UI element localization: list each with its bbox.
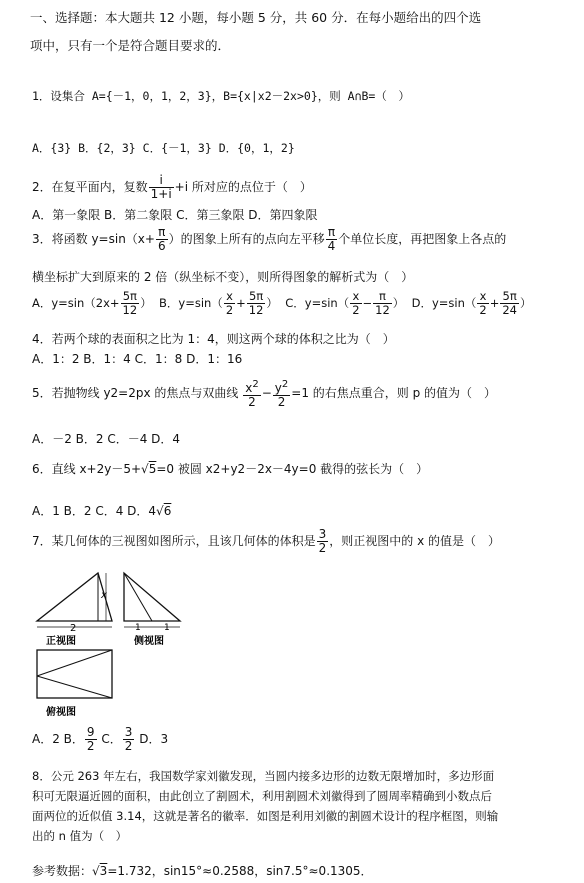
side-dim-1b: 1	[164, 623, 170, 633]
ref-sqrt3: 3	[99, 864, 108, 878]
q7-opt-b-num: 9	[86, 725, 95, 739]
q7-opt-c-den: 2	[124, 739, 133, 753]
question-5-options: A．－2 B．2 C．－4 D．4	[32, 432, 181, 446]
q5-x-den: 2	[248, 395, 256, 409]
q7-post: ，则正视图中的 x 的值是（ ）	[329, 534, 501, 548]
q7-opt-d: D．3	[139, 732, 169, 746]
q3-opt-a-post: ）	[140, 296, 152, 310]
q3-opt-d-num: 5π	[500, 290, 519, 304]
q3-opt-d-post: ）	[520, 296, 532, 310]
q6-pre: 6．直线 x+2y－5+	[32, 462, 142, 476]
q3-opt-d: D．y=sin（	[411, 296, 477, 310]
q3-pre: 3．将函数 y=sin（x+	[32, 232, 155, 246]
q5-y: y	[274, 381, 282, 395]
q5-y-sup: 2	[281, 379, 289, 390]
q3-opt-a-frac	[121, 290, 140, 317]
q6-options-pre: A．1 B．2 C．4 D．4	[32, 504, 157, 518]
q7-pre: 7．某几何体的三视图如图所示，且该几何体的体积是	[32, 534, 316, 548]
q3-opt-c-num: π	[373, 290, 392, 304]
q5-x2	[243, 378, 260, 396]
q3-frac-pi6	[156, 226, 168, 253]
q3-four-den: 4	[327, 239, 336, 253]
q5-pre: 5．若抛物线 y2=2px 的焦点与双曲线	[32, 386, 239, 400]
q3-frac-pi4	[326, 226, 338, 253]
q3-opt-b-x: x	[224, 290, 235, 304]
q3-opt-d-den: 24	[502, 303, 517, 317]
q3-pi-num: π	[156, 226, 168, 240]
q7-vol-den: 2	[318, 541, 327, 555]
question-6: 6．直线 x+2y－5+√5=0 被圆 x2+y2－2x－4y=0 截得的弦长为（ ）	[32, 462, 429, 476]
front-view-label: 正视图	[46, 636, 76, 647]
q2-fraction	[149, 174, 174, 201]
q7-opt-b-frac	[85, 726, 97, 753]
q3-opt-b-num: 5π	[247, 290, 266, 304]
question-5: 5．若抛物线 y2=2px 的焦点与双曲线 $\frac{x^2}{2}$ − $\frac{y^2}{2}$ =1 的右焦点重合，则 p 的值为（ ）	[32, 379, 497, 409]
q5-y-den: 2	[277, 395, 286, 409]
q2-frac-den: 1+i	[150, 187, 172, 201]
q5-y2	[273, 378, 290, 396]
q3-opt-b-post: ）	[266, 296, 278, 310]
section-heading-cont: 项中，只有一个是符合题目要求的．	[30, 38, 231, 53]
q3-opt-d-2: 2	[479, 303, 487, 317]
question-8-line2: 积可无限逼近圆的面积，由此创立了割圆术，利用割圆术刘徽得到了圆周率精确到小数点后	[32, 789, 492, 803]
side-view-label: 侧视图	[134, 636, 164, 647]
q3-six-den: 6	[157, 239, 166, 253]
question-3-line2: 横坐标扩大到原来的 2 倍（纵坐标不变），则所得图象的解析式为（ ）	[32, 270, 414, 284]
q3-post: 个单位长度，再把图象上各点的	[338, 232, 507, 246]
q7-vol-frac	[317, 528, 329, 555]
q3-opt-c-den: 12	[375, 303, 390, 317]
question-3	[32, 226, 506, 253]
question-2-options: A．第一象限 B．第二象限 C．第三象限 D．第四象限	[32, 208, 318, 222]
side-view-inner-1	[124, 573, 152, 621]
q3-opt-a-den: 12	[122, 303, 138, 317]
ref-post: =1.732，sin15°≈0.2588，sin7.5°≈0.1305．	[107, 864, 373, 878]
top-view-diag-1	[37, 650, 112, 676]
q5-post: =1 的右焦点重合，则 p 的值为（ ）	[291, 386, 497, 400]
question-3-options: A．y=sin（2x+ $\frac{5\pi}{12}$ ） B．y=sin（ $\frac{x}{2}$ + $\frac{5\pi}{12}$ ） C．y=sin（ $\frac{x}{2}$ − $\frac{\pi}{12}$ ） D．y=sin（ $\frac{x}{2}$ + $\frac{5\pi}{24}$ ）	[32, 289, 532, 317]
top-view-shape	[37, 650, 112, 698]
q2-post: +i 所对应的点位于（ ）	[174, 180, 312, 194]
question-8-line3: 面两位的近似值 3.14，这就是著名的徽率．如图是利用刘徽的割圆术设计的程序框图，则输	[32, 809, 499, 823]
front-dim-x: x	[101, 590, 107, 601]
q7-opt-c-num: 3	[124, 725, 133, 739]
top-view-diag-2	[37, 676, 112, 698]
q2-pre: 2．在复平面内，复数	[32, 180, 148, 194]
q3-opt-b-2: 2	[225, 303, 234, 317]
q5-frac-y	[273, 378, 290, 409]
q3-opt-c-xfrac	[350, 290, 361, 317]
q7-opt-c-frac	[123, 726, 135, 753]
q3-pi-num-2: π	[326, 226, 338, 240]
q2-frac-num: i	[149, 174, 174, 188]
side-view-shape	[124, 573, 180, 621]
q3-opt-b-den: 12	[248, 303, 264, 317]
question-1-options: A．{3} B．{2，3} C．{－1，3} D．{0，1，2}	[32, 141, 295, 155]
q3-opt-c-frac	[373, 290, 392, 317]
question-8-line1: 8．公元 263 年左右，我国数学家刘徽发现，当圆内接多边形的边数无限增加时，多边形面	[32, 769, 495, 783]
side-dim-1a: 1	[135, 623, 141, 633]
front-dim-2: 2	[70, 623, 77, 634]
q6-post: =0 被圆 x2+y2－2x－4y=0 截得的弦长为（ ）	[156, 462, 429, 476]
q7-opt-a: A．2 B．	[32, 732, 84, 746]
q3-opt-d-frac	[500, 290, 519, 317]
q3-opt-c-post: ）	[392, 296, 405, 310]
q3-opt-d-xfrac	[477, 290, 488, 317]
ref-pre: 参考数据：	[32, 864, 93, 878]
reference-data: 参考数据：√3=1.732，sin15°≈0.2588，sin7.5°≈0.1305．	[32, 864, 373, 878]
q6-sqrt5: 5	[148, 462, 157, 476]
question-7	[32, 528, 500, 555]
question-2	[32, 174, 312, 201]
q3-opt-a: A．y=sin（2x+	[32, 296, 120, 310]
three-view-figure	[32, 568, 192, 718]
q3-opt-d-x: x	[477, 290, 488, 304]
question-8-line4: 出的 n 值为（ ）	[32, 829, 128, 843]
question-4-options: A．1：2 B．1：4 C．1：8 D．1：16	[32, 352, 243, 366]
top-view-label: 俯视图	[46, 707, 76, 718]
question-4: 4．若两个球的表面积之比为 1：4，则这两个球的体积之比为（ ）	[32, 332, 395, 346]
question-1: 1．设集合 A={－1，0，1，2，3}，B={x|x2－2x>0}，则 A∩B=（ ）	[32, 89, 410, 103]
q3-opt-c-2: 2	[352, 303, 360, 317]
q3-opt-c: C．y=sin（	[285, 296, 350, 310]
q5-x-sup: 2	[252, 379, 259, 390]
q3-opt-a-num: 5π	[121, 290, 140, 304]
q3-mid: ）的图象上所有的点向左平移	[168, 232, 325, 246]
question-6-options: A．1 B．2 C．4 D．4√6	[32, 504, 172, 518]
q3-opt-b: B．y=sin（	[159, 296, 223, 310]
q6-sqrt6: 6	[163, 504, 172, 518]
q5-frac-x	[243, 378, 260, 409]
q7-vol-num: 3	[318, 527, 327, 541]
q3-opt-b-frac	[247, 290, 266, 317]
q3-opt-b-xfrac	[224, 290, 235, 317]
q7-opt-b-den: 2	[86, 739, 95, 753]
question-7-options	[32, 726, 168, 753]
q7-opt-c: C．	[101, 732, 122, 746]
q5-x: x	[245, 381, 253, 395]
q3-opt-c-x: x	[350, 290, 361, 304]
section-heading: 一、选择题：本大题共 12 小题，每小题 5 分，共 60 分．在每小题给出的四个选	[30, 10, 482, 25]
